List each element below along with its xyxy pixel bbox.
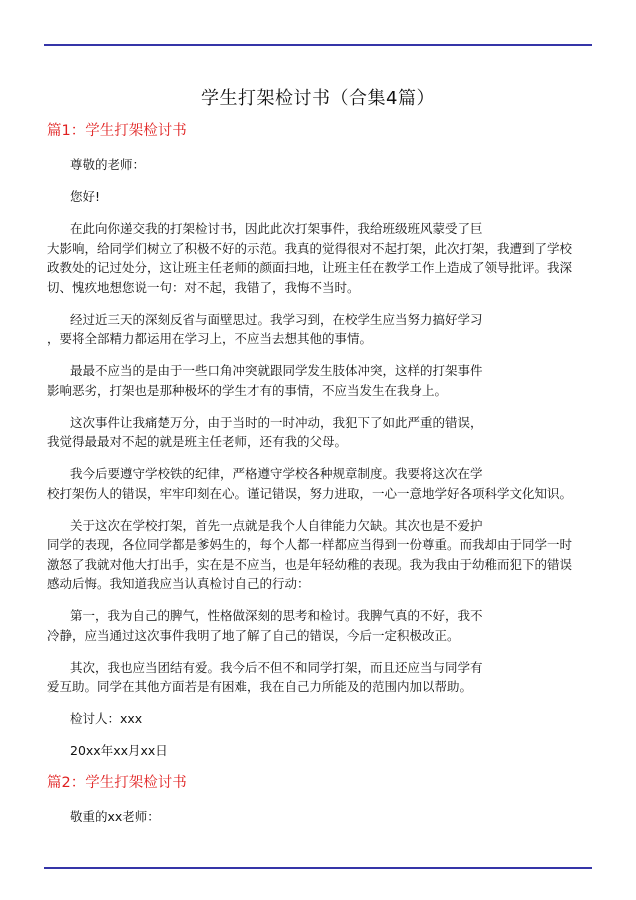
- text-line: 政教处的记过处分，这让班主任老师的颜面扫地，让班主任在教学工作上造成了领导批评。我深: [47, 260, 573, 275]
- paragraph: [47, 741, 595, 761]
- document-body: [47, 121, 595, 839]
- paragraph: [47, 413, 595, 452]
- paragraph: [47, 807, 595, 827]
- paragraph: [47, 219, 595, 297]
- paragraph: [47, 658, 595, 697]
- text-line: 最最不应当的是由于一些口角冲突就跟同学发生肢体冲突，这样的打架事件: [70, 363, 483, 378]
- paragraph: [47, 187, 595, 207]
- text-line: 切、愧疚地想您说一句：对不起，我错了，我悔不当时。: [47, 279, 360, 295]
- paragraph: [47, 310, 595, 349]
- text-line: 经过近三天的深刻反省与面壁思过。我学习到，在校学生应当努力搞好学习: [70, 311, 483, 327]
- text-line: 冷静，应当通过这次事件我明了地了解了自己的错误，今后一定积极改正。: [47, 627, 460, 643]
- text-line: 爱互助。同学在其他方面若是有困难，我在自己力所能及的范围内加以帮助。: [47, 679, 473, 694]
- section-heading: 篇1：学生打架检讨书: [47, 123, 187, 139]
- text-line: 尊敬的老师：: [70, 157, 146, 172]
- text-line: 您好!: [70, 189, 101, 204]
- paragraph: [47, 464, 595, 503]
- text-line: 激怒了我就对他大打出手，实在是不应当，也是年轻幼稚的表现。我为我由于幼稚而犯下的错误: [47, 556, 573, 572]
- paragraph: [47, 606, 595, 645]
- section-heading: 篇2：学生打架检讨书: [47, 775, 187, 791]
- footer-rule: [44, 867, 592, 869]
- text-line: ，要将全部精力都运用在学习上，不应当去想其他的事情。: [47, 331, 373, 346]
- paragraph: [47, 516, 595, 594]
- text-line: 校打架伤人的错误，牢牢印刻在心。谨记错误，努力进取，一心一意地学好各项科学文化知识。: [47, 485, 573, 501]
- text-line: 关于这次在学校打架，首先一点就是我个人自律能力欠缺。其次也是不爱护: [70, 517, 483, 533]
- text-line: 检讨人：xxx: [70, 711, 143, 726]
- paragraph: [47, 155, 595, 175]
- text-line: 20xx年xx月xx日: [70, 743, 168, 758]
- text-line: 感动后悔。我知道我应当认真检讨自己的行动：: [47, 576, 310, 591]
- text-line: 我觉得最最对不起的就是班主任老师，还有我的父母。: [47, 434, 348, 449]
- header-rule: [44, 44, 592, 46]
- text-line: 这次事件让我痛楚万分，由于当时的一时冲动，我犯下了如此严重的错误，: [70, 414, 483, 430]
- text-line: 其次，我也应当团结有爱。我今后不但不和同学打架，而且还应当与同学有: [70, 659, 483, 675]
- document-title: 学生打架检讨书（合集4篇）: [201, 88, 435, 109]
- text-line: 第一，我为自己的脾气，性格做深刻的思考和检讨。我脾气真的不好，我不: [70, 608, 483, 623]
- text-line: 大影响，给同学们树立了积极不好的示范。我真的觉得很对不起打架，此次打架，我遭到了学校: [47, 240, 573, 256]
- text-line: 敬重的xx老师：: [70, 809, 160, 824]
- text-line: 同学的表现，各位同学都是爹妈生的，每个人都一样都应当得到一份尊重。而我却由于同学一时: [47, 537, 573, 552]
- paragraph: [47, 709, 595, 729]
- text-line: 我今后要遵守学校铁的纪律，严格遵守学校各种规章制度。我要将这次在学: [70, 466, 483, 481]
- text-line: 在此向你递交我的打架检讨书，因此此次打架事件，我给班级班风蒙受了巨: [70, 221, 483, 236]
- paragraph: [47, 361, 595, 400]
- text-line: 影响恶劣，打架也是那种极坏的学生才有的事情，不应当发生在我身上。: [47, 382, 448, 398]
